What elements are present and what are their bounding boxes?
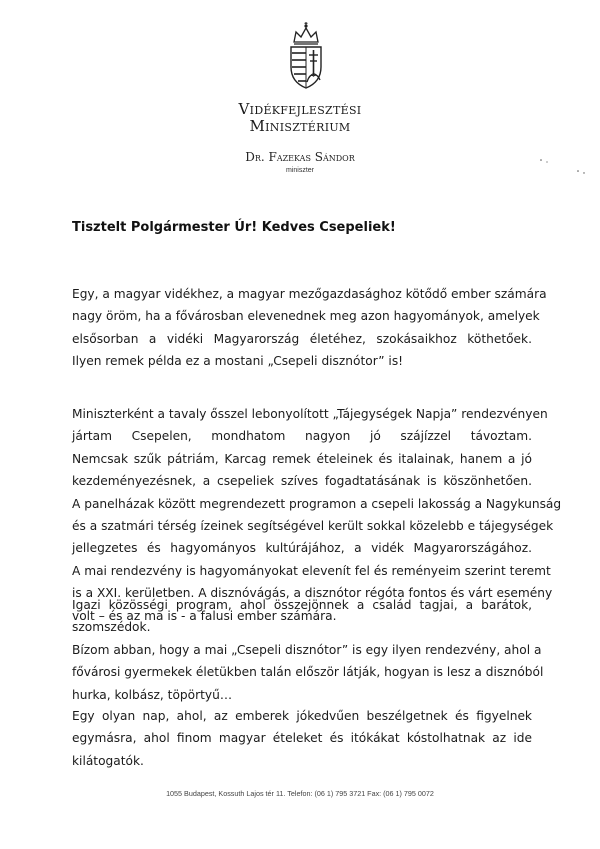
paragraph-line: kezdeményezésnek, a csepeliek szíves fogadtatásának is köszönhetően. — [72, 474, 532, 489]
paragraph-line: A mai rendezvény is hagyományokat elevenít fel és reményeim szerint teremt — [72, 563, 551, 578]
paragraph-line: nagy öröm, ha a fővárosban elevenednek meg azon hagyományok, amelyek — [72, 309, 540, 324]
scan-specks — [538, 152, 588, 182]
paragraph-line: Egy, a magyar vidékhez, a magyar mezőgazdasághoz kötődő ember számára — [72, 287, 547, 301]
paragraph-line: jártam Csepelen, mondhatom nagyon jó szájízzel távoztam. — [72, 429, 532, 444]
minister-title: miniszter — [285, 167, 314, 174]
paragraph-line: A panelházak között megrendezett programon a csepeli lakosság a Nagykunság — [72, 496, 562, 511]
paragraph-line: Nemcsak szűk pátriám, Karcag remek ételeinek és italainak, hanem a jó — [72, 451, 532, 466]
paragraph-line: és a szatmári térség ízeinek segítségével került sokkal közelebb e tájegységek — [72, 519, 554, 534]
paragraph-line: is a XXI. kerületben. A disznóvágás, a disznótor régóta fontos és várt esemény — [72, 586, 553, 601]
paragraph-line: jellegzetes és hagyományos kultúrájához, a vidék Magyarországához. — [72, 541, 532, 556]
paragraph-line: Miniszterként a tavaly ősszel lebonyolított „Tájegységek Napja” rendezvényen — [72, 407, 548, 421]
paragraph-4 — [72, 705, 532, 772]
footer-address: 1055 Budapest, Kossuth Lajos tér 11. Telefon: (06 1) 795 3721 Fax: (06 1) 795 0072 — [166, 789, 434, 798]
paragraph-line: hurka, kolbász, töpörtyű… — [72, 687, 233, 702]
ministry-name-line2: Minisztérium — [249, 117, 351, 135]
paragraph-line: elsősorban a vidéki Magyarország életéhez, szokásaikhoz köthetőek. — [72, 331, 532, 346]
minister-name: Dr. Fazekas Sándor — [245, 150, 355, 164]
paragraph-line: egymásra, ahol finom magyar ételeket és itókákat kóstolhatnak az ide — [72, 731, 532, 746]
coat-of-arms-icon — [282, 20, 330, 92]
paragraph-line: fővárosi gyermekek életükben talán először látják, hogyan is lesz a disznóból — [72, 665, 544, 680]
paragraph-line: Igazi közösségi program, ahol összejönnek a család tagjai, a barátok, — [72, 598, 532, 612]
paragraph-line: kilátogatók. — [72, 753, 144, 768]
salutation: Tisztelt Polgármester Úr! Kedves Csepeliek! — [72, 220, 396, 235]
paragraph-line: Ilyen remek példa ez a mostani „Csepeli disznótor” is! — [72, 354, 404, 369]
paragraph-line: Egy olyan nap, ahol, az emberek jókedvűen beszélgetnek és figyelnek — [72, 709, 532, 723]
paragraph-line: Bízom abban, hogy a mai „Csepeli disznótor” is egy ilyen rendezvény, ahol a — [72, 642, 542, 657]
paragraph-line: szomszédok. — [72, 620, 151, 635]
paragraph-1 — [72, 283, 547, 373]
paragraph-line: volt – és az ma is - a falusi ember számára. — [72, 608, 337, 623]
paragraph-3 — [72, 594, 544, 706]
ministry-name-line1: Vidékfejlesztési — [238, 100, 362, 118]
